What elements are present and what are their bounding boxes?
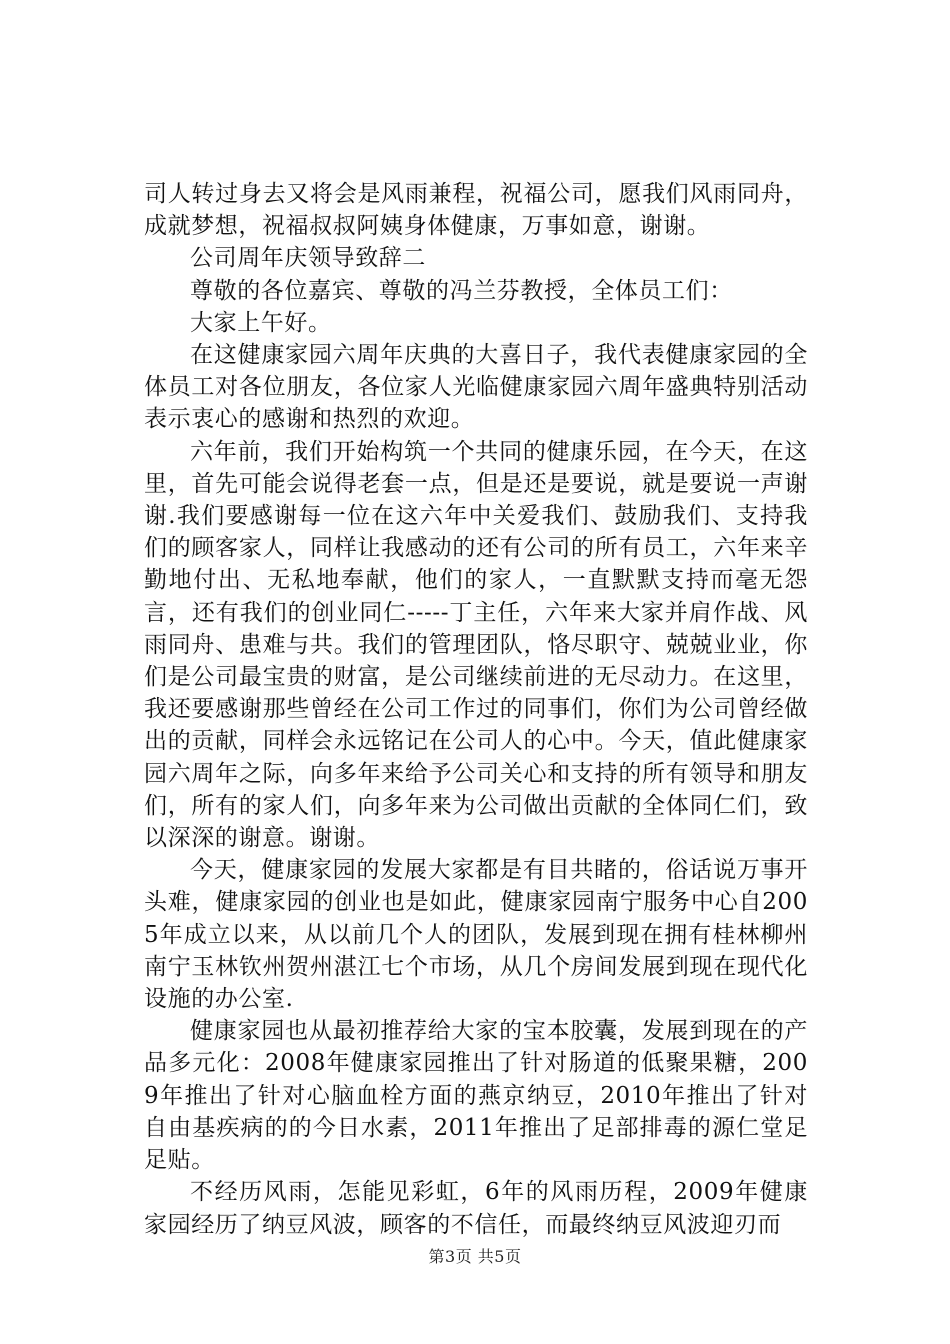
document-body xyxy=(144,178,808,1241)
paragraph-6: 六年前，我们开始构筑一个共同的健康乐园，在今天，在这里，首先可能会说得老套一点，但是还是要说，就是要说一声谢谢.我们要感谢每一位在这六年中关爱我们、鼓励我们、支持我们的顾客家人，同样让我感动的还有公司的所有员工，六年来辛勤地付出、无私地奉献，他们的家人，一直默默支持而毫无怨言，还有我们的创业同仁-----丁主任，六年来大家并肩作战、风雨同舟、患难与共。我们的管理团队，恪尽职守、兢兢业业，你们是公司最宝贵的财富，是公司继续前进的无尽动力。在这里，我还要感谢那些曾经在公司工作过的同事们，你们为公司曾经做出的贡献，同样会永远铭记在公司人的心中。今天，值此健康家园六周年之际，向多年来给予公司关心和支持的所有领导和朋友们，所有的家人们，向多年来为公司做出贡献的全体同仁们，致以深深的谢意。谢谢。 xyxy=(144,438,808,852)
paragraph-4-greeting: 大家上午好。 xyxy=(190,309,332,336)
paragraph-1: 司人转过身去又将会是风雨兼程，祝福公司，愿我们风雨同舟，成就梦想，祝福叔叔阿姨身体健康，万事如意，谢谢。 xyxy=(144,181,808,240)
page-footer: 第3页 共5页 xyxy=(428,1247,522,1266)
paragraph-3-salutation: 尊敬的各位嘉宾、尊敬的冯兰芬教授，全体员工们： xyxy=(190,277,733,304)
paragraph-5: 在这健康家园六周年庆典的大喜日子，我代表健康家园的全体员工对各位朋友，各位家人光临健康家园六周年盛典特别活动表示衷心的感谢和热烈的欢迎。 xyxy=(144,342,808,433)
paragraph-8: 健康家园也从最初推荐给大家的宝本胶囊，发展到现在的产品多元化：2008年健康家园推出了针对肠道的低聚果糖，2009年推出了针对心脑血栓方面的燕京纳豆，2010年推出了针对自由基疾病的的今日水素，2011年推出了足部排毒的源仁堂足足贴。 xyxy=(144,1018,808,1174)
paragraph-7: 今天，健康家园的发展大家都是有目共睹的，俗话说万事开头难，健康家园的创业也是如此，健康家园南宁服务中心自2005年成立以来，从以前几个人的团队，发展到现在拥有桂林柳州南宁玉林钦州贺州湛江七个市场，从几个房间发展到现在现代化设施的办公室. xyxy=(144,857,808,1013)
paragraph-2-heading: 公司周年庆领导致辞二 xyxy=(190,245,426,272)
paragraph-9: 不经历风雨，怎能见彩虹，6年的风雨历程，2009年健康家园经历了纳豆风波，顾客的不信任，而最终纳豆风波迎刃而 xyxy=(144,1179,808,1238)
